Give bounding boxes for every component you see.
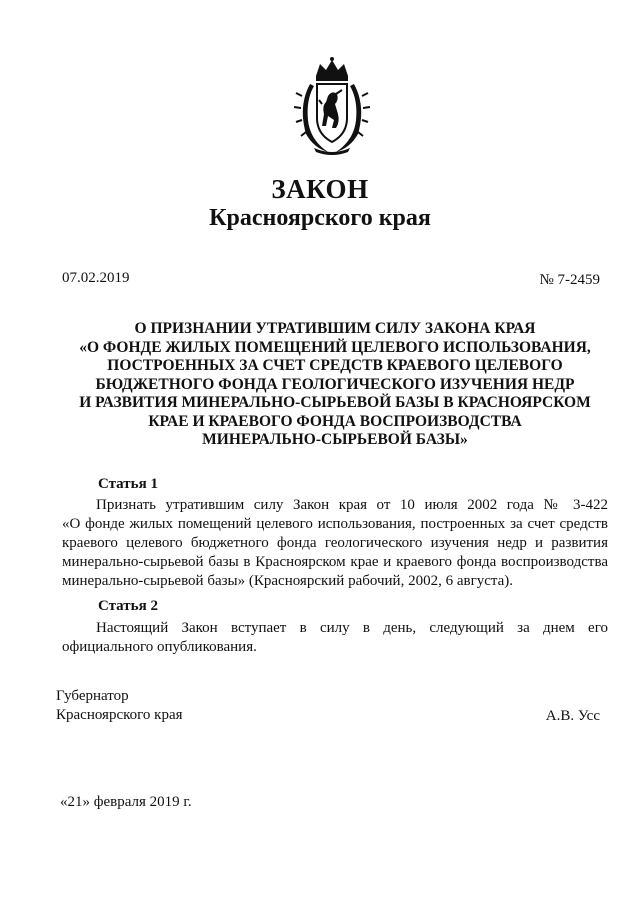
article-line: «О фонде жилых помещений целевого использования, построенных за счет средств: [62, 516, 608, 532]
law-number: № 7-2459: [539, 272, 600, 288]
signatory-region: Красноярского края: [56, 707, 183, 723]
heading-line: И РАЗВИТИЯ МИНЕРАЛЬНО-СЫРЬЕВОЙ БАЗЫ В КРАСНОЯРСКОМ: [79, 394, 591, 411]
article-line: минерально-сырьевой базы в Красноярском крае и краевого фонда воспроизводства: [62, 554, 608, 570]
heading-line: МИНЕРАЛЬНО-СЫРЬЕВОЙ БАЗЫ»: [202, 431, 468, 448]
law-heading: [60, 320, 610, 450]
article-line: Признать утратившим силу Закон края от 10 июля 2002 года № 3-422: [96, 497, 608, 513]
document-type-title: ЗАКОН: [271, 174, 369, 204]
issuing-authority-title: Красноярского края: [209, 205, 431, 231]
article-2-text: [62, 619, 608, 657]
heading-line: О ПРИЗНАНИИ УТРАТИВШИМ СИЛУ ЗАКОНА КРАЯ: [134, 320, 536, 337]
heading-line: КРАЕ И КРАЕВОГО ФОНДА ВОСПРОИЗВОДСТВА: [148, 412, 522, 430]
article-1-text: [62, 496, 608, 591]
article-line: минерально-сырьевой базы» (Красноярский рабочий, 2002, 6 августа).: [62, 573, 514, 589]
heading-line: ПОСТРОЕННЫХ ЗА СЧЕТ СРЕДСТВ КРАЕВОГО ЦЕЛЕВОГО: [107, 357, 563, 374]
heading-line: БЮДЖЕТНОГО ФОНДА ГЕОЛОГИЧЕСКОГО ИЗУЧЕНИЯ НЕДР: [95, 375, 575, 393]
article-line: Настоящий Закон вступает в силу в день, следующий за днем его: [96, 620, 608, 636]
signatory-name: А.В. Усс: [545, 708, 600, 724]
article-line: официального опубликования.: [62, 639, 257, 655]
krasnoyarsk-coat-of-arms-icon: [292, 56, 372, 156]
adoption-date: 07.02.2019: [62, 270, 130, 286]
article-line: краевого целевого бюджетного фонда геологического изучения недр и развития: [62, 535, 608, 551]
signing-date: «21» февраля 2019 г.: [60, 794, 192, 810]
article-2-title: Статья 2: [98, 598, 158, 614]
article-1-title: Статья 1: [98, 476, 158, 492]
signatory-position: Губернатор: [56, 688, 129, 704]
heading-line: «О ФОНДЕ ЖИЛЫХ ПОМЕЩЕНИЙ ЦЕЛЕВОГО ИСПОЛЬЗОВАНИЯ,: [79, 338, 591, 356]
